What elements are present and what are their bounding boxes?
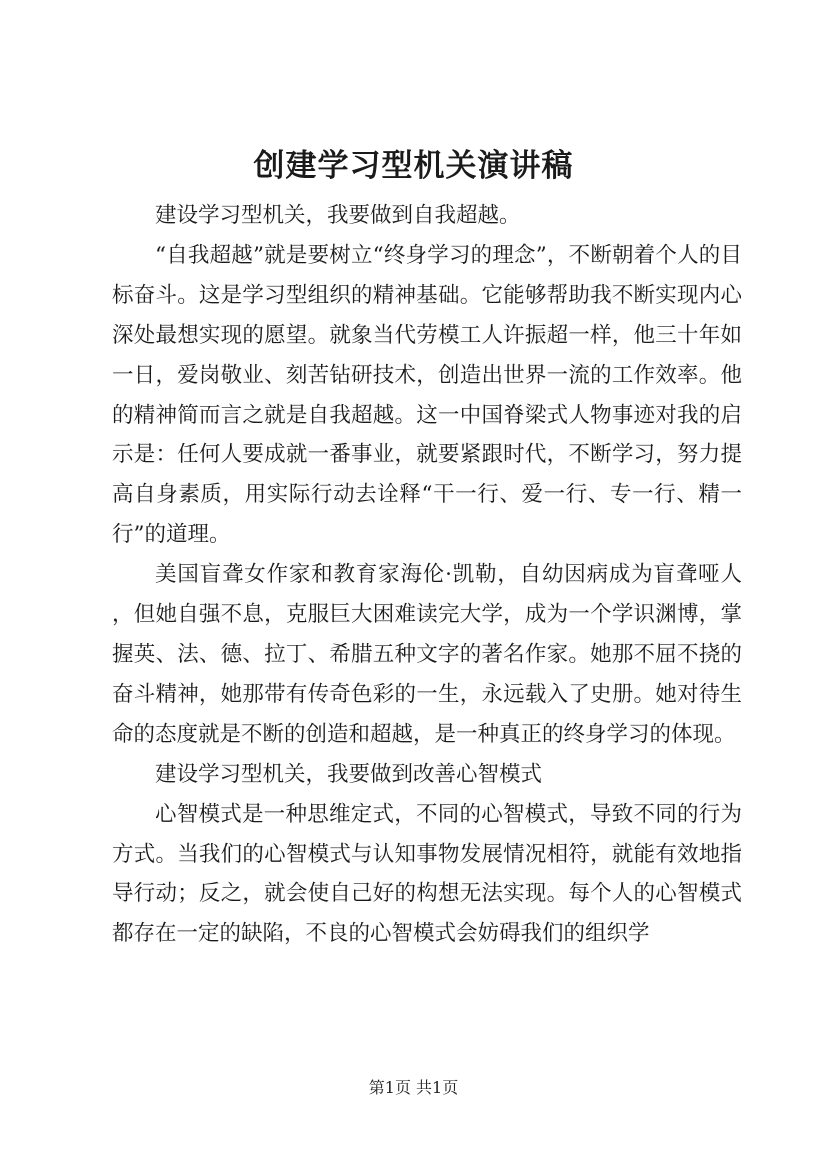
document-title: 创建学习型机关演讲稿 <box>253 148 574 184</box>
paragraph-2: “自我超越”就是要树立“终身学习的理念”，不断朝着个人的目标奋斗。这是学习型组织的精神基础。它能够帮助我不断实现内心深处最想实现的愿望。就象当代劳模工人许振超一样，他三十年如一日，爱岗敬业、刻苦钻研技术，创造出世界一流的工作效率。他的精神简而言之就是自我超越。这一中国脊梁式人物事迹对我的启示是：任何人要成就一番事业，就要紧跟时代，不断学习，努力提高自身素质，用实际行动去诠释“干一行、爱一行、专一行、精一行”的道理。 <box>112 242 742 548</box>
page-footer: 第1页 共1页 <box>368 1078 459 1097</box>
paragraph-3: 美国盲聋女作家和教育家海伦·凯勒，自幼因病成为盲聋哑人，但她自强不息，克服巨大困难读完大学，成为一个学识渊博，掌握英、法、德、拉丁、希腊五种文字的著名作家。她那不屈不挠的奋斗精神，她那带有传奇色彩的一生，永远载入了史册。她对待生命的态度就是不断的创造和超越，是一种真正的终身学习的体现。 <box>112 562 742 747</box>
paragraph-5: 心智模式是一种思维定式，不同的心智模式，导致不同的行为方式。当我们的心智模式与认知事物发展情况相符，就能有效地指导行动；反之，就会使自己好的构想无法实现。每个人的心智模式都存在一定的缺陷，不良的心智模式会妨碍我们的组织学 <box>112 801 742 947</box>
document-body <box>112 196 742 954</box>
paragraph-1: 建设学习型机关，我要做到自我超越。 <box>155 203 521 228</box>
paragraph-4: 建设学习型机关，我要做到改善心智模式 <box>155 761 543 787</box>
